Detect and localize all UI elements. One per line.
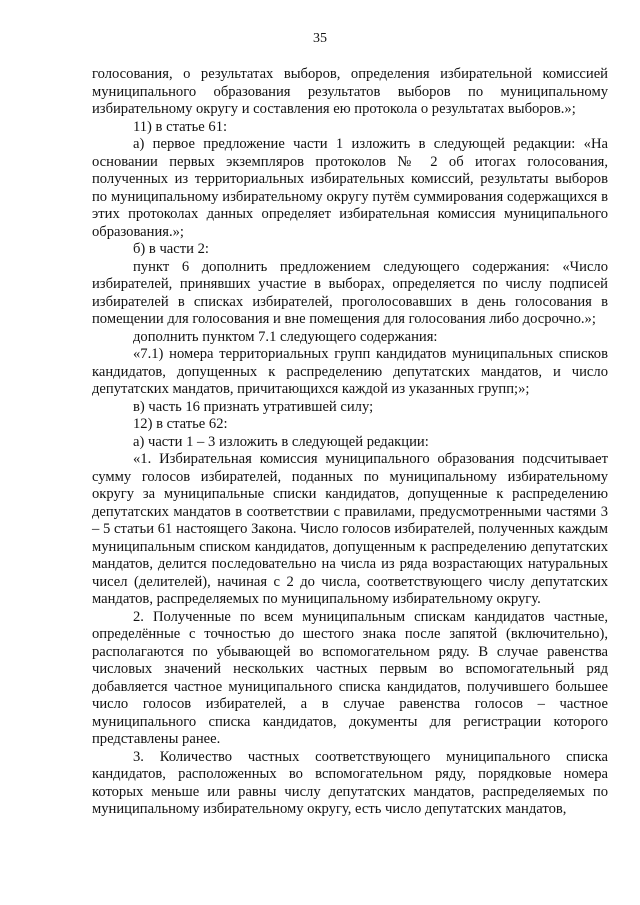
- paragraph: в) часть 16 признать утратившей силу;: [133, 398, 374, 415]
- paragraph: 3. Количество частных соответствующего муниципального списка кандидатов, расположенных во вспомогательном ряду, порядковые номера которых меньше или равны числу депутатских мандатов, распределяемых по муниципальному избирательному округу, есть число депутатских мандатов,: [92, 748, 608, 817]
- paragraph: пункт 6 дополнить предложением следующего содержания: «Число избирателей, принявших участие в выборах, определяется по числу подписей избирателей в списках избирателей, проголосовавших в день голосования в помещении для голосования и вне помещения для голосования либо досрочно.»;: [92, 258, 608, 327]
- paragraph: а) первое предложение части 1 изложить в следующей редакции: «На основании первых экземпляров протоколов № 2 об итогах голосования, полученных из территориальных избирательных комиссий, результаты выборов по муниципальному избирательному округу путём суммирования содержащихся в этих протоколах данных определяет избирательная комиссия муниципального образования.»;: [92, 136, 608, 240]
- paragraph: дополнить пунктом 7.1 следующего содержания:: [133, 328, 438, 345]
- paragraph: 2. Полученные по всем муниципальным спискам кандидатов частные, определённые с точностью до шестого знака после запятой (включительно), располагаются по убывающей во вспомогательном ряду. В случае равенства числовых значений нескольких частных первым во вспомогательный ряд добавляется частное муниципального списка кандидатов, получившего большее число голосов избирателей, а в случае равенства голосов – частное муниципального списка кандидатов, документы для регистрации которого представлены ранее.: [92, 608, 608, 747]
- paragraph: «1. Избирательная комиссия муниципального образования подсчитывает сумму голосов избирателей, поданных по муниципальному избирательному округу за муниципальные списки кандидатов, допущенные к распределению депутатских мандатов в соответствии с правилами, предусмотренными частями 3 – 5 статьи 61 настоящего Закона. Число голосов избирателей, полученных каждым муниципальным списком кандидатов, допущенным к распределению депутатских мандатов, делится последовательно на числа из ряда возрастающих натуральных чисел (делителей), начиная с 2 до числа, соответствующего числу депутатских мандатов, распределяемых по муниципальному избирательному округу.: [92, 451, 608, 607]
- paragraph: «7.1) номера территориальных групп кандидатов муниципальных списков кандидатов, допущенных к распределению депутатских мандатов, и число депутатских мандатов, причитающихся каждой из указанных групп;»;: [92, 346, 608, 397]
- paragraph: б) в части 2:: [133, 241, 209, 257]
- paragraph: 11) в статье 61:: [133, 118, 228, 135]
- paragraph: голосования, о результатах выборов, определения избирательной комиссией муниципального образования результатов выборов по муниципальному избирательному округу и составления ею протокола о результатах выборов.»;: [92, 66, 608, 117]
- paragraph: а) части 1 – 3 изложить в следующей редакции:: [133, 433, 429, 450]
- page-number: 35: [313, 31, 327, 46]
- document-body: [92, 66, 608, 819]
- paragraph: 12) в статье 62:: [133, 416, 228, 432]
